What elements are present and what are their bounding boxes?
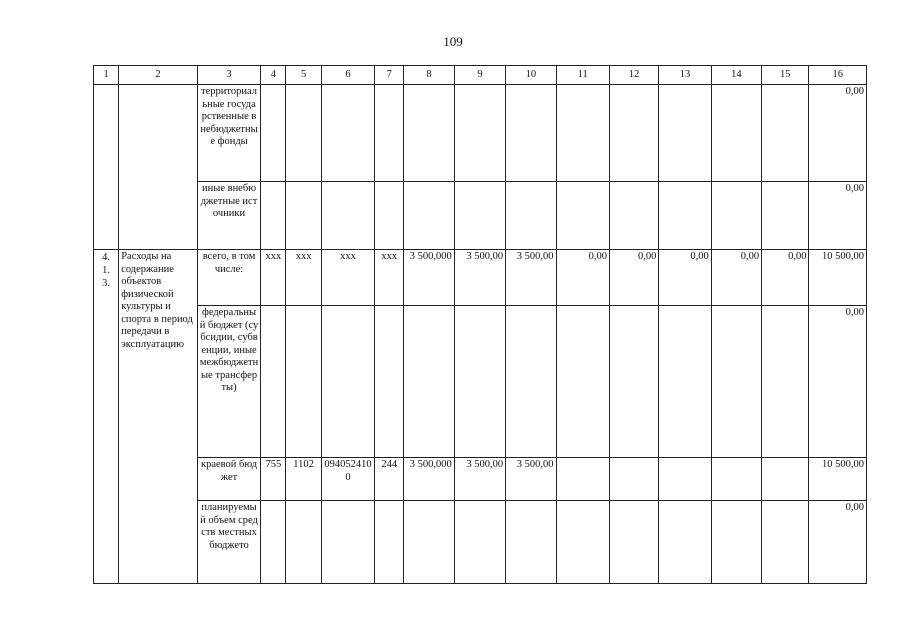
source-cell: иные внебюджетные источники	[197, 182, 260, 250]
total-cell: 0,00	[809, 501, 867, 584]
cell	[556, 182, 609, 250]
cell	[556, 306, 609, 458]
amount-cell: 0,00	[762, 250, 809, 306]
cell	[404, 85, 454, 182]
item-number-part: 3.	[102, 278, 111, 289]
table-row	[94, 85, 867, 182]
table-row	[94, 458, 867, 501]
cell	[556, 85, 609, 182]
source-cell: территориальные государственные внебюджетные фонды	[197, 85, 260, 182]
cell	[711, 458, 761, 501]
code-cell: 0940524100	[321, 458, 374, 501]
cell	[404, 306, 454, 458]
table-row	[94, 182, 867, 250]
cell	[762, 501, 809, 584]
header-cell: 1	[94, 66, 119, 85]
cell	[556, 501, 609, 584]
amount-cell: 3 500,000	[404, 250, 454, 306]
cell	[261, 306, 286, 458]
total-cell: 0,00	[809, 182, 867, 250]
cell	[375, 501, 404, 584]
header-cell: 4	[261, 66, 286, 85]
amount-cell: 3 500,00	[506, 250, 556, 306]
cell	[659, 501, 711, 584]
header-cell: 8	[404, 66, 454, 85]
cell	[659, 306, 711, 458]
code-cell: 1102	[286, 458, 321, 501]
cell	[321, 182, 374, 250]
total-cell: 0,00	[809, 85, 867, 182]
code-cell: xxx	[375, 250, 404, 306]
cell	[659, 182, 711, 250]
cell	[711, 85, 761, 182]
table-row	[94, 250, 867, 306]
cell	[506, 182, 556, 250]
amount-cell: 0,00	[556, 250, 609, 306]
cell	[609, 182, 658, 250]
cell	[506, 501, 556, 584]
source-cell: краевой бюджет	[197, 458, 260, 501]
cell	[609, 85, 658, 182]
source-cell: всего, в том числе:	[197, 250, 260, 306]
cell	[94, 85, 119, 250]
cell	[659, 458, 711, 501]
amount-cell: 3 500,00	[454, 250, 505, 306]
table-row	[94, 306, 867, 458]
source-cell: планируемый объем средств местных бюджето	[197, 501, 260, 584]
cell	[375, 85, 404, 182]
cell	[506, 85, 556, 182]
header-cell: 14	[711, 66, 761, 85]
header-cell: 11	[556, 66, 609, 85]
amount-cell: 3 500,00	[454, 458, 505, 501]
cell	[321, 306, 374, 458]
cell	[454, 85, 505, 182]
code-cell: 244	[375, 458, 404, 501]
cell	[454, 182, 505, 250]
cell	[404, 182, 454, 250]
header-row	[94, 66, 867, 85]
header-cell: 2	[119, 66, 198, 85]
total-cell: 10 500,00	[809, 458, 867, 501]
cell	[556, 458, 609, 501]
total-cell: 0,00	[809, 306, 867, 458]
cell	[261, 85, 286, 182]
cell	[609, 458, 658, 501]
amount-cell: 3 500,000	[404, 458, 454, 501]
amount-cell: 3 500,00	[506, 458, 556, 501]
cell	[261, 182, 286, 250]
code-cell: xxx	[261, 250, 286, 306]
cell	[286, 501, 321, 584]
header-cell: 7	[375, 66, 404, 85]
cell	[286, 182, 321, 250]
cell	[454, 501, 505, 584]
cell	[119, 85, 198, 250]
cell	[762, 182, 809, 250]
header-cell: 12	[609, 66, 658, 85]
cell	[762, 458, 809, 501]
item-number-part: 4.	[102, 252, 111, 263]
cell	[609, 306, 658, 458]
header-cell: 5	[286, 66, 321, 85]
header-cell: 9	[454, 66, 505, 85]
cell	[321, 85, 374, 182]
amount-cell: 0,00	[659, 250, 711, 306]
header-cell: 6	[321, 66, 374, 85]
amount-cell: 0,00	[609, 250, 658, 306]
cell	[762, 306, 809, 458]
item-number-part: 1.	[102, 265, 111, 276]
code-cell: xxx	[286, 250, 321, 306]
header-cell: 3	[197, 66, 260, 85]
cell	[286, 85, 321, 182]
amount-cell: 0,00	[711, 250, 761, 306]
cell	[286, 306, 321, 458]
header-cell: 15	[762, 66, 809, 85]
header-cell: 10	[506, 66, 556, 85]
header-cell: 16	[809, 66, 867, 85]
header-cell: 13	[659, 66, 711, 85]
source-cell: федеральный бюджет (субсидии, субвенции, иные межбюджетные трансферты)	[197, 306, 260, 458]
cell	[711, 306, 761, 458]
cell	[711, 501, 761, 584]
cell	[506, 306, 556, 458]
cell	[762, 85, 809, 182]
code-cell: 755	[261, 458, 286, 501]
budget-table	[93, 65, 867, 584]
table-row	[94, 501, 867, 584]
item-number-cell	[94, 250, 119, 584]
cell	[375, 182, 404, 250]
cell	[609, 501, 658, 584]
page-number: 109	[443, 34, 463, 49]
cell	[261, 501, 286, 584]
cell	[321, 501, 374, 584]
cell	[404, 501, 454, 584]
cell	[659, 85, 711, 182]
item-name-cell: Расходы на содержание объектов физической культуры и спорта в период передачи в эксплуатацию	[119, 250, 198, 584]
cell	[375, 306, 404, 458]
total-cell: 10 500,00	[809, 250, 867, 306]
code-cell: xxx	[321, 250, 374, 306]
cell	[711, 182, 761, 250]
cell	[454, 306, 505, 458]
